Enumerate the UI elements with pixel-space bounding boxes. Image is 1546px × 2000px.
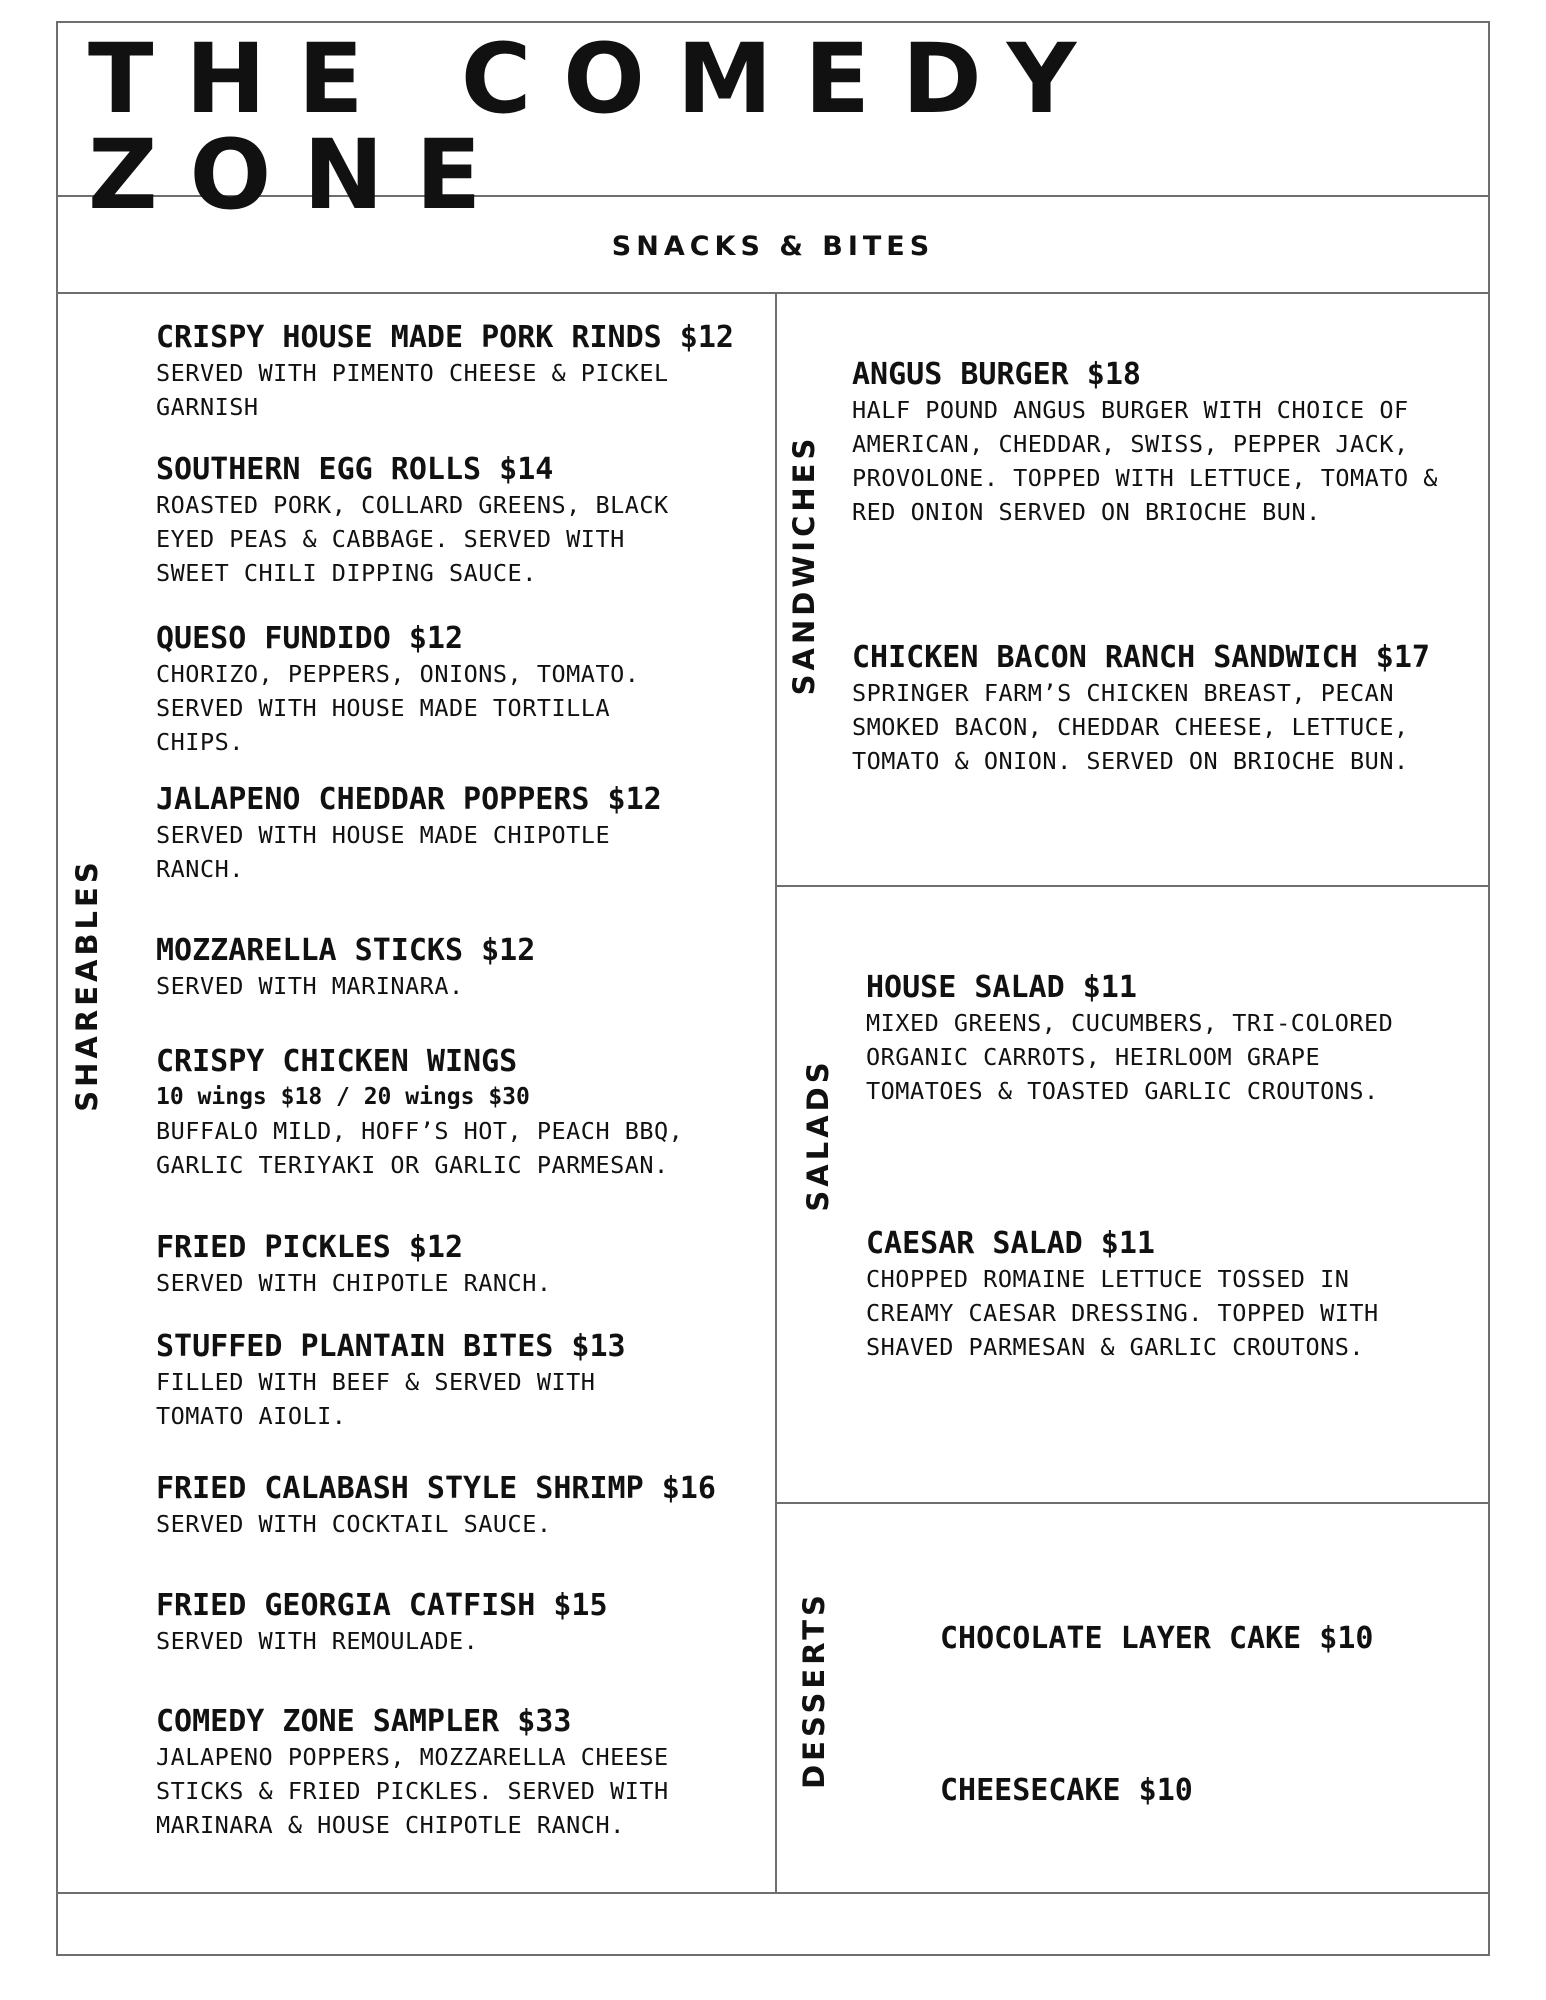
section-label-shareables: SHAREABLES <box>70 858 104 1112</box>
item-name: CRISPY HOUSE MADE PORK RINDS $12 <box>156 320 734 355</box>
item-name: FRIED PICKLES $12 <box>156 1230 464 1265</box>
item-name: MOZZARELLA STICKS $12 <box>156 933 536 968</box>
item-description: CHOPPED ROMAINE LETTUCE TOSSED IN CREAMY CAESAR DRESSING. TOPPED WITH SHAVED PARMESAN & GARLIC CROUTONS. <box>866 1265 1379 1361</box>
divider-bottom <box>56 1892 1490 1894</box>
section-label-desserts: DESSERTS <box>797 1591 831 1789</box>
item-name: CAESAR SALAD $11 <box>866 1226 1155 1261</box>
item-name: CRISPY CHICKEN WINGS <box>156 1044 518 1079</box>
menu-item-house-salad <box>866 970 1466 1108</box>
menu-item-angus-burger <box>852 357 1472 529</box>
item-name: JALAPENO CHEDDAR POPPERS $12 <box>156 782 662 817</box>
item-name: QUESO FUNDIDO $12 <box>156 621 464 656</box>
item-name: CHEESECAKE $10 <box>940 1773 1193 1808</box>
menu-item-fried-pickles <box>156 1230 756 1300</box>
menu-item-chicken-bacon-ranch <box>852 640 1472 778</box>
item-description: JALAPENO POPPERS, MOZZARELLA CHEESE STICKS & FRIED PICKLES. SERVED WITH MARINARA & HOUSE CHIPOTLE RANCH. <box>156 1743 669 1839</box>
menu-item-queso-fundido <box>156 621 756 759</box>
item-description: HALF POUND ANGUS BURGER WITH CHOICE OF AMERICAN, CHEDDAR, SWISS, PEPPER JACK, PROVOLONE. TOPPED WITH LETTUCE, TOMATO & RED ONION SERVED ON BRIOCHE BUN. <box>852 396 1438 526</box>
item-description: FILLED WITH BEEF & SERVED WITH TOMATO AIOLI. <box>156 1368 596 1430</box>
item-description: BUFFALO MILD, HOFF’S HOT, PEACH BBQ, GARLIC TERIYAKI OR GARLIC PARMESAN. <box>156 1117 684 1179</box>
item-name: FRIED CALABASH STYLE SHRIMP $16 <box>156 1471 716 1506</box>
section-label-sandwiches: SANDWICHES <box>787 434 821 696</box>
menu-item-cheesecake <box>940 1773 1460 1809</box>
item-name: COMEDY ZONE SAMPLER $33 <box>156 1704 572 1739</box>
item-name: STUFFED PLANTAIN BITES $13 <box>156 1329 626 1364</box>
item-description: SERVED WITH CHIPOTLE RANCH. <box>156 1269 552 1297</box>
divider-below-subtitle <box>56 292 1490 294</box>
item-description: SERVED WITH HOUSE MADE CHIPOTLE RANCH. <box>156 821 611 883</box>
divider-sandwiches-salads <box>775 885 1490 887</box>
section-label-salads: SALADS <box>801 1058 835 1212</box>
item-description: MIXED GREENS, CUCUMBERS, TRI-COLORED ORGANIC CARROTS, HEIRLOOM GRAPE TOMATOES & TOASTED GARLIC CROUTONS. <box>866 1009 1394 1105</box>
menu-item-chocolate-layer-cake <box>940 1621 1460 1657</box>
item-name: FRIED GEORGIA CATFISH $15 <box>156 1588 608 1623</box>
item-description: SERVED WITH PIMENTO CHEESE & PICKEL GARNISH <box>156 359 669 421</box>
item-description: ROASTED PORK, COLLARD GREENS, BLACK EYED PEAS & CABBAGE. SERVED WITH SWEET CHILI DIPPING SAUCE. <box>156 491 669 587</box>
item-description: SERVED WITH MARINARA. <box>156 972 464 1000</box>
menu-item-mozzarella-sticks <box>156 933 756 1003</box>
menu-item-plantain-bites <box>156 1329 756 1433</box>
divider-salads-desserts <box>775 1502 1490 1504</box>
menu-item-pork-rinds <box>156 320 756 424</box>
item-description: SERVED WITH REMOULADE. <box>156 1627 479 1655</box>
item-name: ANGUS BURGER $18 <box>852 357 1141 392</box>
item-description: SERVED WITH COCKTAIL SAUCE. <box>156 1510 552 1538</box>
menu-item-jalapeno-poppers <box>156 782 756 886</box>
item-description: SPRINGER FARM’S CHICKEN BREAST, PECAN SMOKED BACON, CHEDDAR CHEESE, LETTUCE, TOMATO & ONION. SERVED ON BRIOCHE BUN. <box>852 679 1409 775</box>
menu-item-egg-rolls <box>156 452 756 590</box>
menu-item-comedy-zone-sampler <box>156 1704 756 1842</box>
divider-columns <box>775 292 777 1892</box>
page-subtitle: SNACKS & BITES <box>611 230 935 262</box>
menu-item-chicken-wings <box>156 1044 756 1182</box>
page-title: THE COMEDY ZONE <box>88 23 1109 231</box>
item-description: CHORIZO, PEPPERS, ONIONS, TOMATO. SERVED WITH HOUSE MADE TORTILLA CHIPS. <box>156 660 640 756</box>
menu-item-georgia-catfish <box>156 1588 756 1658</box>
item-name: HOUSE SALAD $11 <box>866 970 1137 1005</box>
item-name: CHICKEN BACON RANCH SANDWICH $17 <box>852 640 1430 675</box>
item-name: CHOCOLATE LAYER CAKE $10 <box>940 1621 1374 1656</box>
menu-item-caesar-salad <box>866 1226 1466 1364</box>
menu-item-calabash-shrimp <box>156 1471 756 1541</box>
item-price-options: 10 wings $18 / 20 wings $30 <box>156 1084 530 1110</box>
item-name: SOUTHERN EGG ROLLS $14 <box>156 452 554 487</box>
